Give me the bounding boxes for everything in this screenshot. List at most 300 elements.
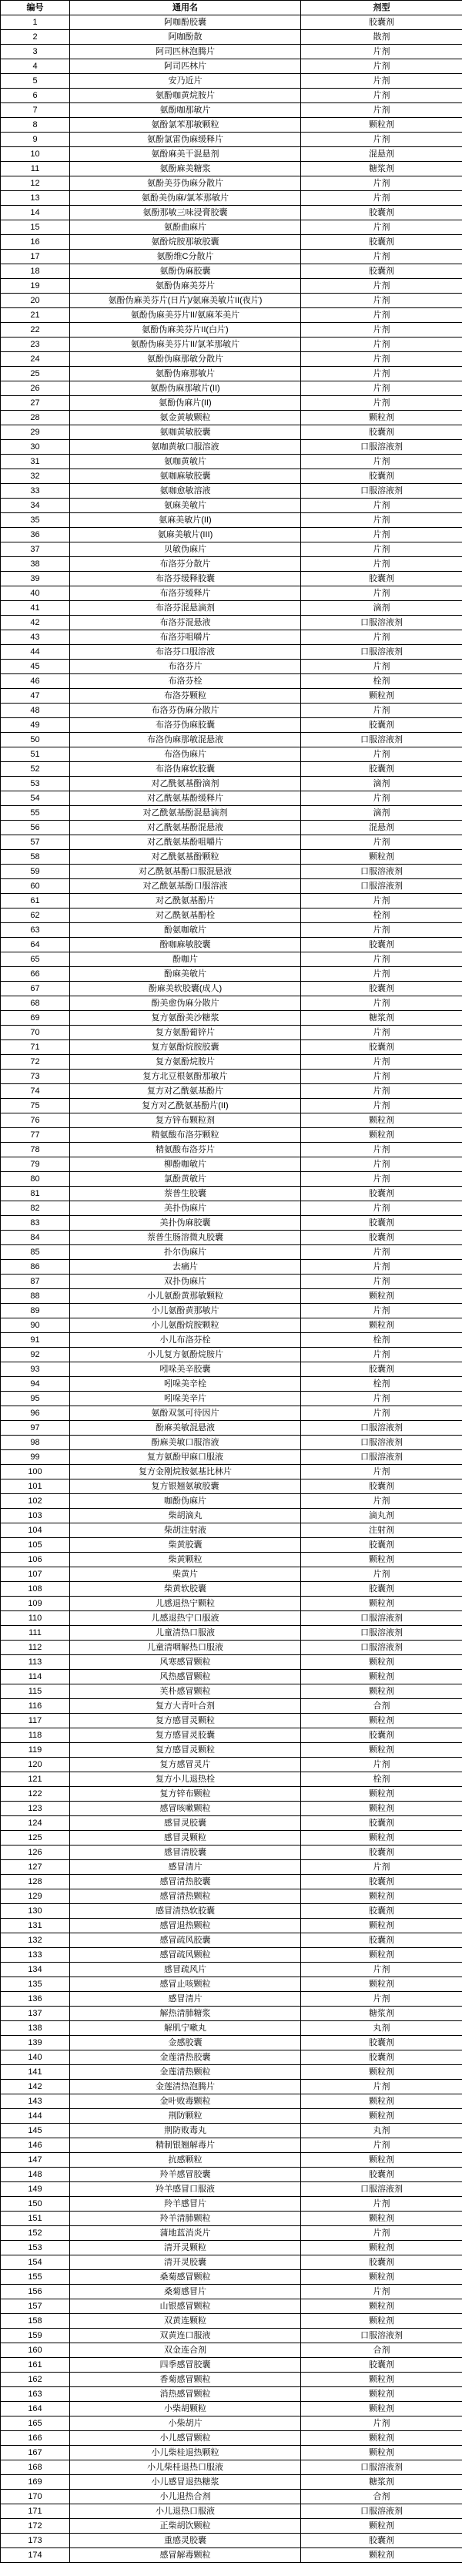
cell-number: 46 [1, 674, 70, 689]
table-row [1, 1479, 462, 1494]
cell-dosage-form: 胶囊剂 [301, 1846, 462, 1860]
cell-dosage-form: 颗粒剂 [301, 2373, 462, 2387]
cell-dosage-form: 片剂 [301, 835, 462, 850]
cell-generic-name: 酚咖麻敏胶囊 [70, 938, 301, 952]
cell-number: 10 [1, 147, 70, 162]
table-row [1, 2329, 462, 2343]
cell-generic-name: 风寒感冒颗粒 [70, 1655, 301, 1670]
cell-number: 174 [1, 2548, 70, 2563]
cell-dosage-form: 片剂 [301, 279, 462, 294]
cell-dosage-form: 片剂 [301, 191, 462, 206]
cell-dosage-form: 栓剂 [301, 674, 462, 689]
table-row [1, 352, 462, 367]
header-row [1, 1, 462, 15]
table-row [1, 923, 462, 938]
cell-number: 7 [1, 103, 70, 118]
table-row [1, 557, 462, 572]
cell-number: 33 [1, 484, 70, 499]
cell-dosage-form: 滴丸剂 [301, 1509, 462, 1523]
cell-number: 138 [1, 2021, 70, 2036]
cell-dosage-form: 颗粒剂 [301, 1787, 462, 1802]
cell-number: 105 [1, 1538, 70, 1553]
cell-number: 72 [1, 1055, 70, 1070]
cell-dosage-form: 颗粒剂 [301, 850, 462, 865]
cell-generic-name: 桑菊感冒颗粒 [70, 2270, 301, 2285]
cell-dosage-form: 颗粒剂 [301, 1802, 462, 1816]
cell-generic-name: 氨酚氯苯那敏颗粒 [70, 118, 301, 133]
cell-number: 58 [1, 850, 70, 865]
cell-number: 85 [1, 1245, 70, 1260]
cell-number: 99 [1, 1450, 70, 1465]
cell-number: 116 [1, 1699, 70, 1714]
cell-dosage-form: 片剂 [301, 791, 462, 806]
cell-dosage-form: 胶囊剂 [301, 938, 462, 952]
cell-dosage-form: 片剂 [301, 952, 462, 967]
cell-dosage-form: 胶囊剂 [301, 1582, 462, 1597]
cell-number: 29 [1, 425, 70, 440]
cell-dosage-form: 口服溶液剂 [301, 616, 462, 630]
table-row [1, 1699, 462, 1714]
table-row [1, 1128, 462, 1143]
cell-dosage-form: 口服溶液剂 [301, 2460, 462, 2475]
table-row [1, 1070, 462, 1084]
table-row [1, 2548, 462, 2563]
cell-dosage-form: 片剂 [301, 660, 462, 674]
cell-number: 121 [1, 1772, 70, 1787]
cell-generic-name: 酚麻美敏口服溶液 [70, 1436, 301, 1450]
cell-dosage-form: 片剂 [301, 176, 462, 191]
cell-number: 144 [1, 2109, 70, 2124]
cell-generic-name: 氨咖麻敏胶囊 [70, 469, 301, 484]
cell-generic-name: 小儿氨酚黄那敏片 [70, 1304, 301, 1318]
table-row [1, 1201, 462, 1216]
cell-number: 169 [1, 2475, 70, 2490]
cell-dosage-form: 颗粒剂 [301, 2548, 462, 2563]
cell-number: 88 [1, 1289, 70, 1304]
cell-number: 164 [1, 2402, 70, 2416]
cell-dosage-form: 颗粒剂 [301, 2446, 462, 2460]
cell-number: 90 [1, 1318, 70, 1333]
cell-dosage-form: 片剂 [301, 220, 462, 235]
cell-generic-name: 酚咖片 [70, 952, 301, 967]
cell-dosage-form: 颗粒剂 [301, 1743, 462, 1758]
cell-dosage-form: 片剂 [301, 499, 462, 513]
cell-number: 47 [1, 689, 70, 704]
table-row [1, 2358, 462, 2373]
cell-generic-name: 复方锌布颗粒剂 [70, 1113, 301, 1128]
cell-generic-name: 蒲地蓝消炎片 [70, 2226, 301, 2241]
cell-dosage-form: 糖浆剂 [301, 162, 462, 176]
cell-generic-name: 吲哚美辛胶囊 [70, 1362, 301, 1377]
cell-dosage-form: 栓剂 [301, 1377, 462, 1392]
table-row [1, 118, 462, 133]
table-row [1, 894, 462, 908]
table-row [1, 1040, 462, 1055]
cell-generic-name: 复方大青叶合剂 [70, 1699, 301, 1714]
cell-number: 38 [1, 557, 70, 572]
table-row [1, 133, 462, 147]
cell-number: 56 [1, 821, 70, 835]
cell-generic-name: 布洛芬分散片 [70, 557, 301, 572]
cell-number: 166 [1, 2431, 70, 2446]
cell-number: 119 [1, 1743, 70, 1758]
cell-generic-name: 复方氨酚甲麻口服液 [70, 1450, 301, 1465]
cell-dosage-form: 胶囊剂 [301, 982, 462, 996]
cell-generic-name: 氨咖黄敏胶囊 [70, 425, 301, 440]
cell-dosage-form: 口服溶液剂 [301, 1421, 462, 1436]
cell-generic-name: 羚羊感冒口服液 [70, 2182, 301, 2197]
cell-dosage-form: 口服溶液剂 [301, 733, 462, 747]
cell-number: 75 [1, 1099, 70, 1113]
cell-number: 137 [1, 2007, 70, 2021]
cell-number: 27 [1, 396, 70, 411]
table-row [1, 1875, 462, 1889]
table-body [1, 15, 462, 2563]
cell-dosage-form: 滴剂 [301, 777, 462, 791]
table-row [1, 1714, 462, 1728]
cell-generic-name: 小儿退热合剂 [70, 2490, 301, 2504]
cell-dosage-form: 片剂 [301, 586, 462, 601]
cell-dosage-form: 口服溶液剂 [301, 879, 462, 894]
cell-generic-name: 精制银翘解毒片 [70, 2138, 301, 2153]
cell-generic-name: 感冒灵颗粒 [70, 1831, 301, 1846]
cell-number: 149 [1, 2182, 70, 2197]
cell-dosage-form: 片剂 [301, 2080, 462, 2094]
cell-number: 111 [1, 1626, 70, 1641]
table-row [1, 1684, 462, 1699]
cell-generic-name: 香菊感冒颗粒 [70, 2373, 301, 2387]
cell-dosage-form: 栓剂 [301, 908, 462, 923]
cell-number: 118 [1, 1728, 70, 1743]
cell-number: 123 [1, 1802, 70, 1816]
table-row [1, 850, 462, 865]
cell-number: 97 [1, 1421, 70, 1436]
cell-number: 167 [1, 2446, 70, 2460]
cell-dosage-form: 丸剂 [301, 2124, 462, 2138]
cell-dosage-form: 胶囊剂 [301, 2168, 462, 2182]
cell-dosage-form: 滴剂 [301, 806, 462, 821]
table-row [1, 791, 462, 806]
cell-dosage-form: 片剂 [301, 133, 462, 147]
cell-dosage-form: 颗粒剂 [301, 1553, 462, 1567]
cell-dosage-form: 颗粒剂 [301, 2153, 462, 2168]
cell-generic-name: 阿咖酚散 [70, 30, 301, 45]
cell-dosage-form: 颗粒剂 [301, 1948, 462, 1963]
table-row [1, 1275, 462, 1289]
cell-generic-name: 氨酚咖那敏片 [70, 103, 301, 118]
cell-dosage-form: 胶囊剂 [301, 1231, 462, 1245]
cell-number: 25 [1, 367, 70, 381]
cell-number: 2 [1, 30, 70, 45]
cell-number: 171 [1, 2504, 70, 2519]
cell-number: 16 [1, 235, 70, 250]
cell-dosage-form: 片剂 [301, 1245, 462, 1260]
cell-number: 35 [1, 513, 70, 528]
cell-number: 44 [1, 645, 70, 660]
table-row [1, 996, 462, 1011]
cell-dosage-form: 片剂 [301, 323, 462, 338]
cell-generic-name: 复方小儿退热栓 [70, 1772, 301, 1787]
cell-dosage-form: 口服溶液剂 [301, 2504, 462, 2519]
cell-number: 129 [1, 1889, 70, 1904]
cell-generic-name: 金莲清热泡腾片 [70, 2080, 301, 2094]
cell-number: 76 [1, 1113, 70, 1128]
cell-generic-name: 氨酚曲麻片 [70, 220, 301, 235]
cell-dosage-form: 胶囊剂 [301, 1538, 462, 1553]
cell-generic-name: 儿童清热口服液 [70, 1626, 301, 1641]
table-row [1, 440, 462, 455]
table-row [1, 601, 462, 616]
table-row [1, 2299, 462, 2314]
cell-dosage-form: 丸剂 [301, 2021, 462, 2036]
table-row [1, 45, 462, 59]
table-row [1, 2387, 462, 2402]
cell-number: 102 [1, 1494, 70, 1509]
cell-generic-name: 正柴胡饮颗粒 [70, 2519, 301, 2534]
table-row [1, 2402, 462, 2416]
cell-dosage-form: 胶囊剂 [301, 1933, 462, 1948]
table-row [1, 1567, 462, 1582]
cell-generic-name: 阿司匹林片 [70, 59, 301, 74]
cell-generic-name: 对乙酰氨基酚口服溶液 [70, 879, 301, 894]
cell-dosage-form: 胶囊剂 [301, 1728, 462, 1743]
table-row [1, 1026, 462, 1040]
table-row [1, 689, 462, 704]
cell-dosage-form: 片剂 [301, 1567, 462, 1582]
cell-number: 100 [1, 1465, 70, 1479]
header-dosage-form: 剂型 [301, 1, 462, 15]
table-row [1, 630, 462, 645]
cell-number: 109 [1, 1597, 70, 1611]
cell-generic-name: 布洛芬缓释片 [70, 586, 301, 601]
cell-generic-name: 复方感冒灵胶囊 [70, 1728, 301, 1743]
cell-generic-name: 氨金黄敏颗粒 [70, 411, 301, 425]
table-row [1, 586, 462, 601]
table-row [1, 645, 462, 660]
cell-dosage-form: 混悬剂 [301, 147, 462, 162]
table-row [1, 74, 462, 89]
cell-generic-name: 柴胡滴丸 [70, 1509, 301, 1523]
cell-generic-name: 氨酚伪麻那敏片 [70, 367, 301, 381]
cell-number: 19 [1, 279, 70, 294]
table-row [1, 2431, 462, 2446]
cell-generic-name: 酚麻美敏混悬液 [70, 1421, 301, 1436]
cell-dosage-form: 口服溶液剂 [301, 1626, 462, 1641]
table-row [1, 1963, 462, 1977]
table-row [1, 1816, 462, 1831]
cell-generic-name: 小儿退热口服液 [70, 2504, 301, 2519]
cell-number: 165 [1, 2416, 70, 2431]
cell-number: 1 [1, 15, 70, 30]
cell-generic-name: 氨酚伪麻片(II) [70, 396, 301, 411]
cell-dosage-form: 胶囊剂 [301, 1216, 462, 1231]
table-row [1, 1626, 462, 1641]
table-row [1, 1494, 462, 1509]
cell-number: 106 [1, 1553, 70, 1567]
cell-generic-name: 氨麻美敏片(III) [70, 528, 301, 542]
table-row [1, 1055, 462, 1070]
cell-number: 69 [1, 1011, 70, 1026]
cell-number: 15 [1, 220, 70, 235]
table-row [1, 206, 462, 220]
cell-generic-name: 布洛伪麻那敏混悬液 [70, 733, 301, 747]
table-row [1, 1260, 462, 1275]
table-row [1, 499, 462, 513]
table-row [1, 1348, 462, 1362]
table-row [1, 2153, 462, 2168]
cell-generic-name: 感冒清热颗粒 [70, 1889, 301, 1904]
table-row [1, 455, 462, 469]
cell-generic-name: 氨酚双氢可待因片 [70, 1406, 301, 1421]
table-row [1, 542, 462, 557]
cell-generic-name: 氨麻美敏片(II) [70, 513, 301, 528]
table-row [1, 2343, 462, 2358]
cell-dosage-form: 口服溶液剂 [301, 1436, 462, 1450]
table-row [1, 1011, 462, 1026]
cell-generic-name: 风热感冒颗粒 [70, 1670, 301, 1684]
cell-generic-name: 金感胶囊 [70, 2036, 301, 2050]
header-generic-name: 通用名 [70, 1, 301, 15]
cell-number: 20 [1, 294, 70, 308]
cell-generic-name: 阿咖酚胶囊 [70, 15, 301, 30]
cell-number: 107 [1, 1567, 70, 1582]
cell-generic-name: 布洛芬片 [70, 660, 301, 674]
table-row [1, 528, 462, 542]
cell-dosage-form: 颗粒剂 [301, 2270, 462, 2285]
cell-generic-name: 咖酚伪麻片 [70, 1494, 301, 1509]
cell-dosage-form: 口服溶液剂 [301, 865, 462, 879]
cell-dosage-form: 片剂 [301, 59, 462, 74]
table-row [1, 2080, 462, 2094]
cell-generic-name: 氨酚伪麻美芬片II/氯苯那敏片 [70, 338, 301, 352]
cell-dosage-form: 颗粒剂 [301, 689, 462, 704]
cell-dosage-form: 口服溶液剂 [301, 484, 462, 499]
table-row [1, 1553, 462, 1567]
table-row [1, 294, 462, 308]
cell-dosage-form: 片剂 [301, 352, 462, 367]
cell-number: 74 [1, 1084, 70, 1099]
cell-number: 42 [1, 616, 70, 630]
table-row [1, 2197, 462, 2212]
table-row [1, 777, 462, 791]
cell-generic-name: 对乙酰氨基酚混悬液 [70, 821, 301, 835]
table-row [1, 982, 462, 996]
cell-number: 117 [1, 1714, 70, 1728]
cell-generic-name: 扑尔伪麻片 [70, 1245, 301, 1260]
cell-dosage-form: 胶囊剂 [301, 1816, 462, 1831]
cell-dosage-form: 颗粒剂 [301, 1684, 462, 1699]
cell-generic-name: 美扑伪麻胶囊 [70, 1216, 301, 1231]
cell-generic-name: 复方锌布颗粒 [70, 1787, 301, 1802]
cell-generic-name: 安乃近片 [70, 74, 301, 89]
table-row [1, 308, 462, 323]
cell-generic-name: 氨酚伪麻那敏片(II) [70, 381, 301, 396]
cell-number: 146 [1, 2138, 70, 2153]
cell-number: 170 [1, 2490, 70, 2504]
table-row [1, 279, 462, 294]
cell-generic-name: 去痛片 [70, 1260, 301, 1275]
cell-number: 62 [1, 908, 70, 923]
cell-number: 82 [1, 1201, 70, 1216]
table-row [1, 879, 462, 894]
table-row [1, 1099, 462, 1113]
cell-number: 122 [1, 1787, 70, 1802]
table-row [1, 1728, 462, 1743]
cell-number: 26 [1, 381, 70, 396]
cell-dosage-form: 颗粒剂 [301, 1597, 462, 1611]
cell-dosage-form: 颗粒剂 [301, 1919, 462, 1933]
table-row [1, 1509, 462, 1523]
cell-dosage-form: 胶囊剂 [301, 1362, 462, 1377]
cell-generic-name: 感冒清片 [70, 1860, 301, 1875]
cell-generic-name: 柴黄胶囊 [70, 1538, 301, 1553]
cell-number: 112 [1, 1641, 70, 1655]
cell-dosage-form: 片剂 [301, 996, 462, 1011]
cell-number: 64 [1, 938, 70, 952]
cell-generic-name: 氨咖黄敏口服溶液 [70, 440, 301, 455]
cell-number: 51 [1, 747, 70, 762]
table-row [1, 1597, 462, 1611]
table-row [1, 1172, 462, 1187]
table-row [1, 733, 462, 747]
cell-number: 41 [1, 601, 70, 616]
cell-generic-name: 小儿氨酚黄那敏颗粒 [70, 1289, 301, 1304]
table-row [1, 411, 462, 425]
table-row [1, 704, 462, 718]
cell-number: 86 [1, 1260, 70, 1275]
cell-number: 22 [1, 323, 70, 338]
cell-generic-name: 金莲清热胶囊 [70, 2050, 301, 2065]
table-row [1, 2182, 462, 2197]
cell-dosage-form: 胶囊剂 [301, 1875, 462, 1889]
cell-generic-name: 酚麻美敏片 [70, 967, 301, 982]
cell-number: 78 [1, 1143, 70, 1157]
cell-number: 96 [1, 1406, 70, 1421]
cell-generic-name: 布洛芬颗粒 [70, 689, 301, 704]
cell-generic-name: 酚氨咖敏片 [70, 923, 301, 938]
table-row [1, 396, 462, 411]
cell-dosage-form: 颗粒剂 [301, 2431, 462, 2446]
table-row [1, 381, 462, 396]
cell-dosage-form: 片剂 [301, 455, 462, 469]
cell-generic-name: 双黄连颗粒 [70, 2314, 301, 2329]
table-row [1, 1289, 462, 1304]
table-row [1, 1084, 462, 1099]
cell-number: 4 [1, 59, 70, 74]
cell-number: 128 [1, 1875, 70, 1889]
cell-number: 12 [1, 176, 70, 191]
cell-generic-name: 复方银翘氨敏胶囊 [70, 1479, 301, 1494]
cell-generic-name: 对乙酰氨基酚片 [70, 894, 301, 908]
cell-number: 23 [1, 338, 70, 352]
table-row [1, 2270, 462, 2285]
table-row [1, 513, 462, 528]
cell-generic-name: 氨酚咖黄烷胺片 [70, 89, 301, 103]
cell-dosage-form: 片剂 [301, 294, 462, 308]
cell-dosage-form: 片剂 [301, 557, 462, 572]
cell-dosage-form: 片剂 [301, 1275, 462, 1289]
table-row [1, 1157, 462, 1172]
table-row [1, 865, 462, 879]
cell-number: 156 [1, 2285, 70, 2299]
cell-generic-name: 布洛芬口服溶液 [70, 645, 301, 660]
cell-dosage-form: 合剂 [301, 1699, 462, 1714]
cell-dosage-form: 颗粒剂 [301, 1113, 462, 1128]
cell-generic-name: 小儿布洛芬栓 [70, 1333, 301, 1348]
cell-generic-name: 氨酚美伪麻/氯苯那敏片 [70, 191, 301, 206]
table-row [1, 1933, 462, 1948]
table-row [1, 2460, 462, 2475]
